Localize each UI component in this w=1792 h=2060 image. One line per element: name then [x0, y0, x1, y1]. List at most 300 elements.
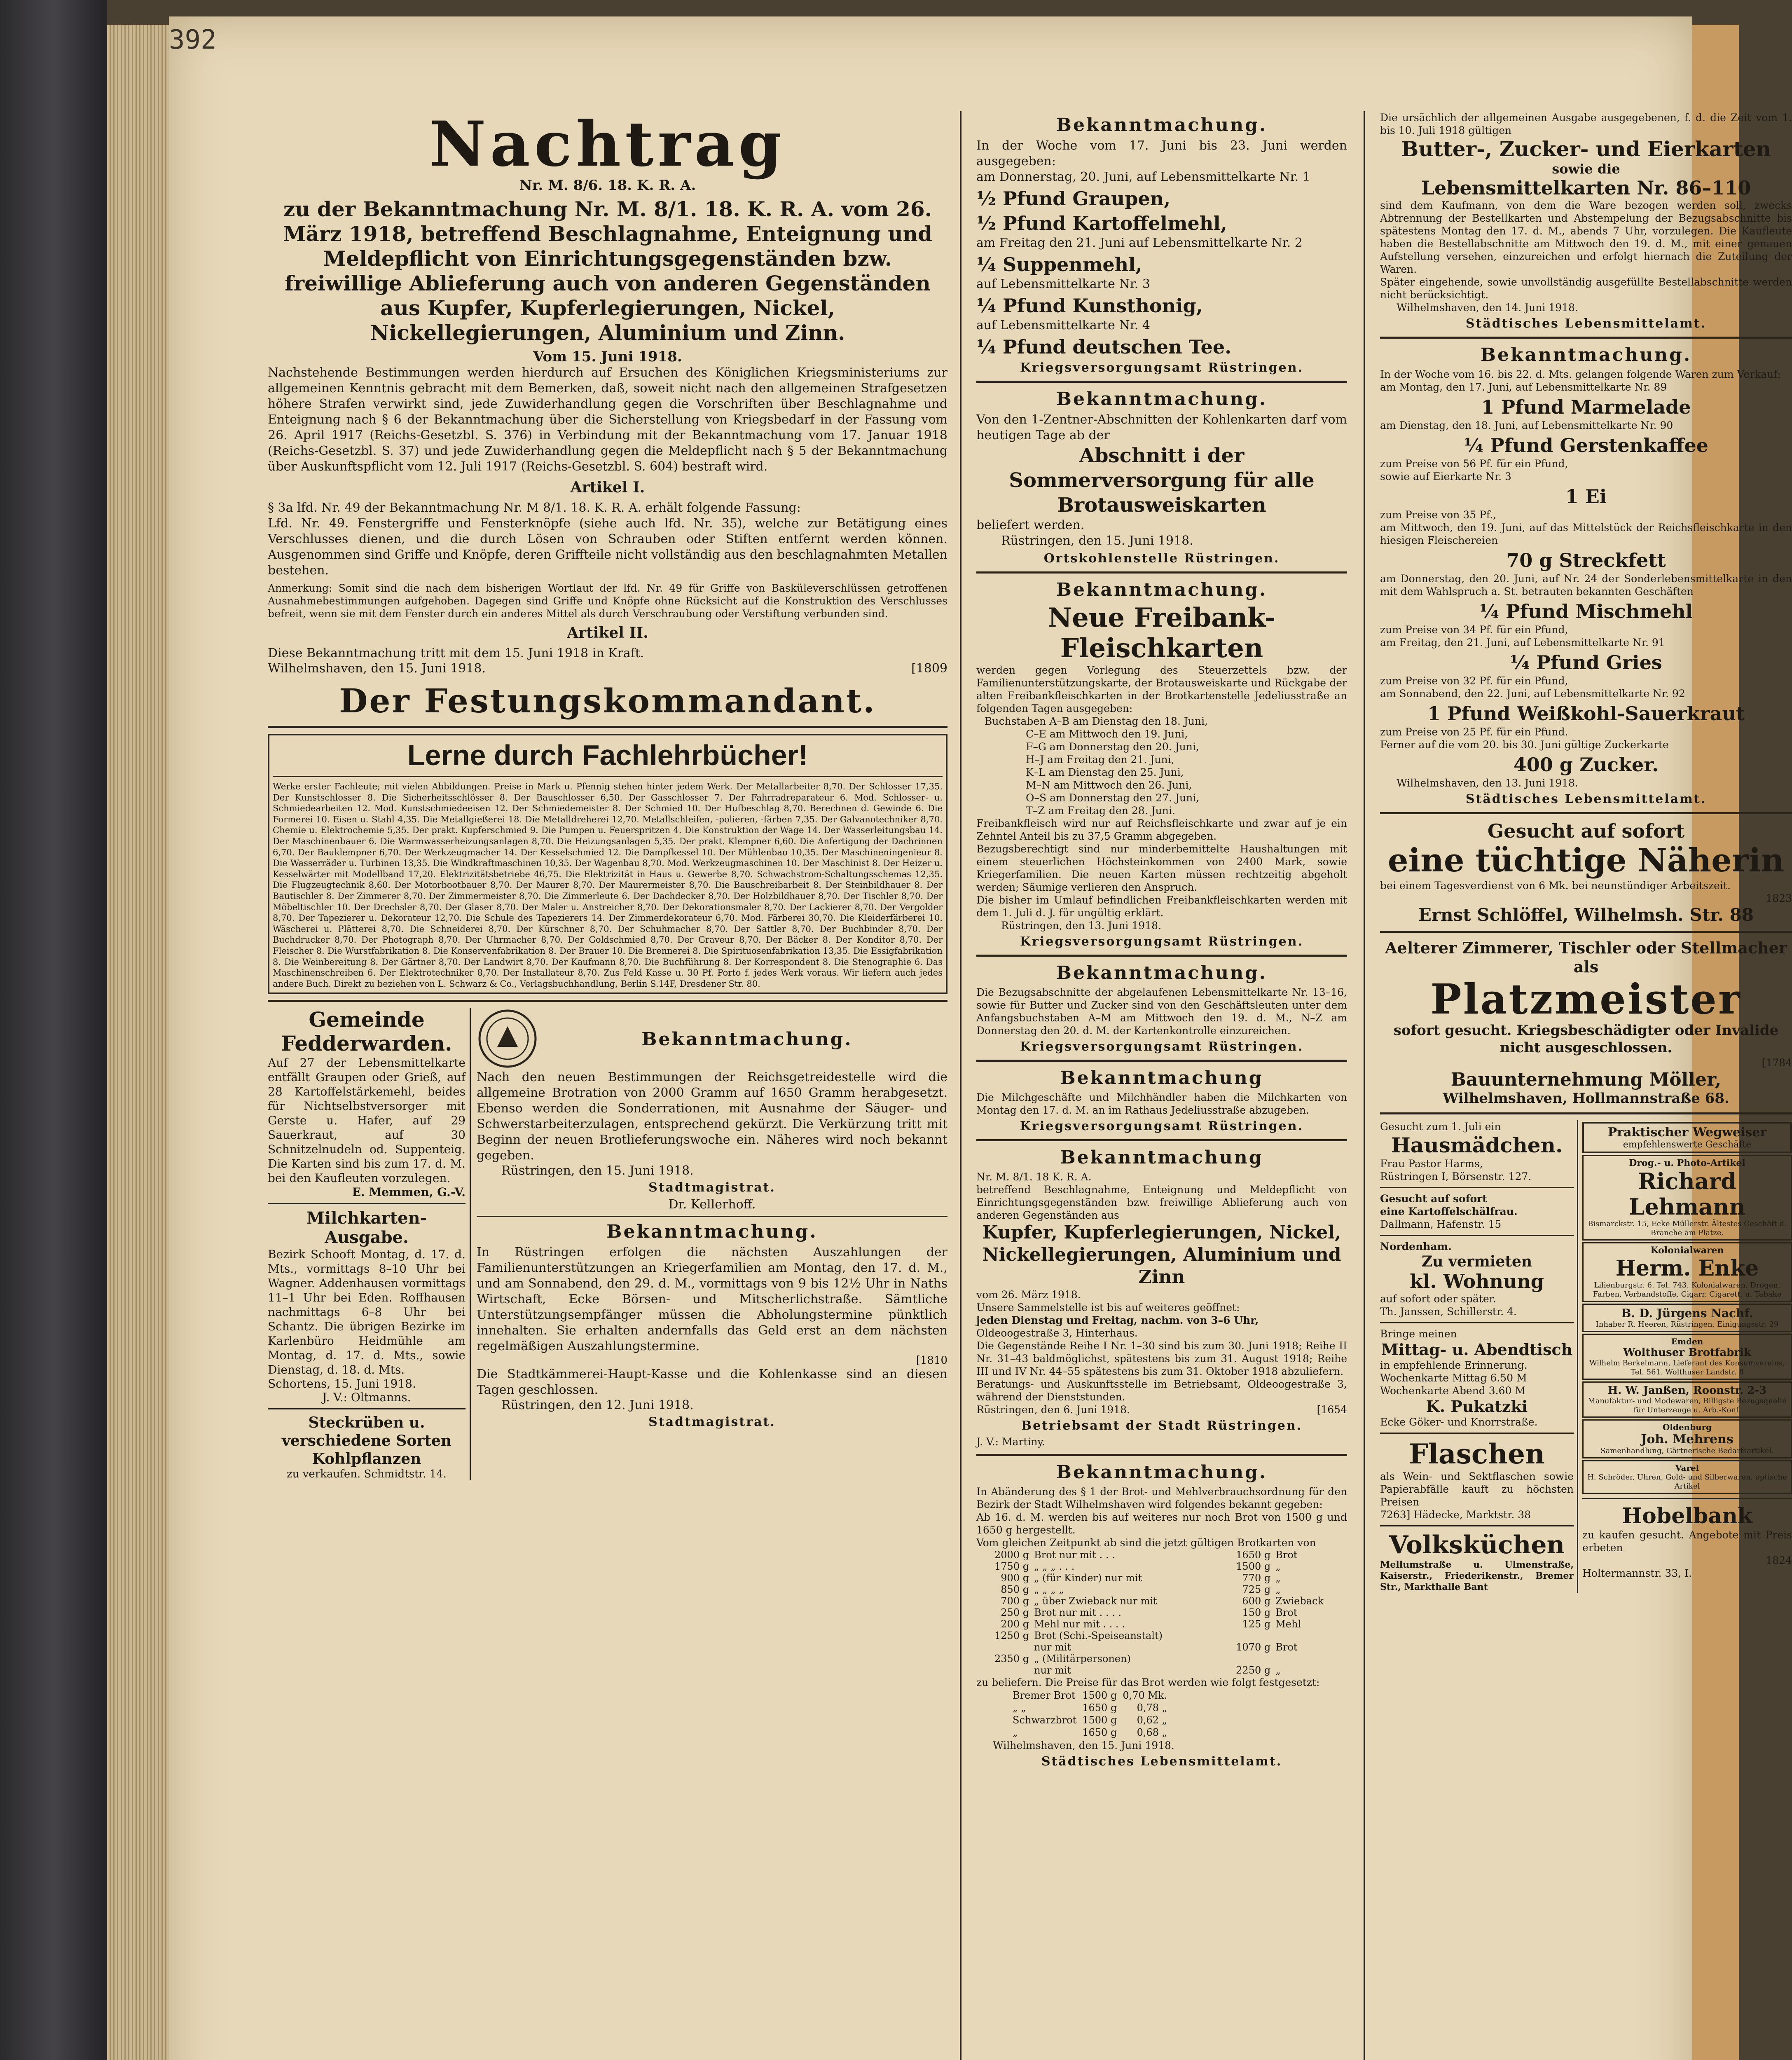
- table-cell: „ „ „ „: [1034, 1584, 1064, 1595]
- divider: [273, 776, 943, 777]
- notice-text: sind dem Kaufmann, von dem die Ware bezogen werden soll, zwecks Abtrennung der Bestellkarten und Abstempelung der Bezugsabschnitte bis spätestens Montag den 17. d. M., abends 7 Uhr, vorzulegen. Die Kaufleute haben die Bestellabschnitte am Mittwoch den 19. d. M., mit einer genauen Aufstellung versehen, einzureichen und erfolgt hiernach die Zuteilung der Waren.: [1380, 199, 1792, 275]
- table-row: [976, 1630, 1347, 1641]
- notice-text: Die Milchgeschäfte und Milchhändler haben die Milchkarten von Montag den 17. d. M. an im Rathaus Jedeliusstraße abzugeben.: [976, 1091, 1347, 1116]
- ration-item: ¼ Pfund Kunsthonig,: [976, 295, 1203, 317]
- notice-signature: Städtisches Lebensmittelamt.: [1465, 792, 1707, 806]
- bread-price-table: [1009, 1689, 1170, 1739]
- table-row: [1010, 1702, 1170, 1714]
- table-row: [976, 1607, 1347, 1618]
- ad-place: Varel: [1675, 1463, 1699, 1473]
- table-cell: 2350 g: [994, 1653, 1029, 1664]
- ad-headline: eine tüchtige Näherin: [1387, 842, 1785, 879]
- nachtrag-subject: zu der Bekanntmachung Nr. M. 8/1. 18. K. R. A. vom 26. März 1918, betreffend Beschlagnahme, Enteignung und Meldepflicht von Einrichtungsgegenständen bzw. freiwillige Ablieferung auch von anderen Gegenständen aus Kupfer, Kupferlegierungen, Nickel, Nickellegierungen, Aluminium und Zinn.: [283, 197, 932, 345]
- notice-text: Vom gleichen Zeitpunkt ab sind die jetzt gültigen Brotkarten von: [976, 1537, 1316, 1549]
- table-row: [976, 1572, 1347, 1584]
- table-cell: „: [1275, 1664, 1281, 1676]
- table-cell: 1500 g: [1082, 1690, 1117, 1701]
- ad-text: in empfehlende Erinnerung.: [1380, 1359, 1528, 1371]
- column-rule: [1364, 111, 1365, 2060]
- page-edges: [107, 25, 169, 2060]
- ad-firm: Joh. Mehrens: [1641, 1432, 1734, 1447]
- rue2-note: Die Stadtkämmerei-Haupt-Kasse und die Kohlenkasse sind an diesen Tagen geschlossen.: [477, 1367, 947, 1398]
- ad-number: [1810: [916, 1354, 947, 1367]
- notice-text: In Abänderung des § 1 der Brot- und Mehlverbrauchsordnung für den Bezirk der Stadt Wilhelmshaven wird folgendes bekannt gegeben:: [976, 1486, 1347, 1510]
- column-rule: [960, 111, 962, 2060]
- table-cell: [1218, 1630, 1273, 1641]
- notice-title: Bekanntmachung: [1060, 1147, 1263, 1168]
- table-cell: „: [1013, 1727, 1018, 1738]
- article-1-note: Anmerkung: Somit sind die nach dem bisherigen Wortlaut der lfd. Nr. 49 für Griffe von Basküleverschlüssen getroffenen Ausnahmebestimmungen aufgehoben. Dagegen sind Griffe und Knöpfe ohne Rücksicht auf die Konstruktion des Verschlusses befreit, wenn sie mit dem Fenster durch ein anderes Mittel als durch Verschraubung oder Verstiftung verbunden sind.: [268, 582, 947, 620]
- table-row: [976, 1549, 1347, 1561]
- ad-head: Bringe meinen: [1380, 1328, 1457, 1340]
- notice-text: beliefert werden.: [976, 518, 1085, 532]
- ration-item: ½ Pfund Kartoffelmehl,: [976, 212, 1227, 234]
- ad-text: H. Schröder, Uhren, Gold- und Silberwaren, optische Artikel: [1587, 1473, 1787, 1491]
- column-left: [268, 108, 947, 2060]
- notice-line: am Dienstag, den 18. Juni, auf Lebensmittelkarte Nr. 90: [1380, 419, 1673, 431]
- notice-date: Wilhelmshaven, den 13. Juni 1918.: [1397, 777, 1578, 789]
- ad-head: Kolonialwaren: [1650, 1245, 1724, 1256]
- ruestringen-notices: [477, 1008, 947, 1480]
- table-cell: „: [1275, 1584, 1281, 1595]
- notice-date: Rüstringen, den 15. Juni 1918.: [1001, 534, 1193, 548]
- divider: [1380, 1112, 1792, 1114]
- notice-signature: Kriegsversorgungsamt Rüstringen.: [1020, 934, 1304, 949]
- article-2-title: Artikel II.: [567, 624, 648, 641]
- rue2-signature: Stadtmagistrat.: [648, 1415, 776, 1430]
- divider: [1380, 337, 1792, 339]
- schedule-row: T–Z am Freitag den 28. Juni.: [1026, 805, 1175, 817]
- ad-head: Aelterer Zimmerer, Tischler oder Stellmacher als: [1385, 939, 1787, 976]
- ad-number: [1784: [1762, 1057, 1792, 1069]
- article-1-text: § 3a lfd. Nr. 49 der Bekanntmachung Nr. M 8/1. 18. K. R. A. erhält folgende Fassung:: [268, 501, 801, 515]
- ad-firm: Frau Pastor Harms,: [1380, 1158, 1483, 1170]
- ad-head: Drog.- u. Photo-Artikel: [1629, 1158, 1745, 1168]
- article-1-title: Artikel I.: [570, 479, 645, 496]
- table-cell: 1650 g: [1082, 1702, 1117, 1714]
- table-cell: 900 g: [1001, 1572, 1029, 1584]
- directory-subtitle: empfehlenswerte Geschäfte: [1623, 1140, 1752, 1150]
- nachtrag-place-date: Wilhelmshaven, den 15. Juni 1918.: [268, 661, 486, 676]
- notice-date: Rüstringen, den 13. Juni 1918.: [1001, 920, 1161, 932]
- table-cell: „ „: [1013, 1702, 1026, 1714]
- fedder-text: Auf 27 der Lebensmittelkarte entfällt Graupen oder Grieß, auf 28 Kartoffelstärkemehl, beides für Nichtselbstversorger mit Gerste u. Hafer, auf 29 Sauerkraut, auf 30 Schnitzelnudeln od. Suppenteig. Die Karten sind bis zum 17. d. M. bei den Kaufleuten vorzulegen.: [268, 1056, 466, 1185]
- notice-line: am Sonnabend, den 22. Juni, auf Lebensmittelkarte Nr. 92: [1380, 688, 1685, 700]
- notice-text: Die Bezugsabschnitte der abgelaufenen Lebensmittelkarte Nr. 13–16, sowie für Butter und Zucker sind von den Geschäftsleuten unter dem Anfangsbuchstaben A–M am Mittwoch den 19. d. M., N–Z am Donnerstag den 20. d. M. der Kartenkontrolle einzureichen.: [976, 986, 1347, 1037]
- notice-date: Wilhelmshaven, den 15. Juni 1918.: [993, 1739, 1174, 1751]
- ration-item: ¼ Pfund Mischmehl: [1479, 600, 1693, 623]
- table-row: [976, 1584, 1347, 1595]
- rue1-name: Dr. Kellerhoff.: [668, 1197, 756, 1212]
- notice-title: Bekanntmachung.: [1056, 389, 1268, 410]
- divider: [268, 1408, 466, 1409]
- ad-firm: 7263] Hädecke, Marktstr. 38: [1380, 1509, 1531, 1521]
- ad-text: Wochenkarte Mittag 6.50 M: [1380, 1372, 1527, 1384]
- address: Oldeoogestraße 3, Hinterhaus.: [976, 1327, 1138, 1339]
- divider: [268, 1203, 466, 1204]
- ad-head: Gesucht auf sofort: [1487, 820, 1685, 842]
- table-cell: 600 g: [1242, 1595, 1271, 1607]
- schedule-row: F–G am Donnerstag den 20. Juni,: [1026, 741, 1199, 753]
- notice-karten: [1380, 111, 1792, 331]
- notice-signature: Kriegsversorgungsamt Rüstringen.: [1020, 360, 1304, 375]
- notice-line: am Montag, den 17. Juni, auf Lebensmittelkarte Nr. 89: [1380, 381, 1667, 393]
- table-cell: „ (für Kinder) nur mit: [1034, 1572, 1142, 1584]
- notice-brot: [976, 1462, 1347, 1769]
- notice-milchkarten: [976, 1067, 1347, 1133]
- ad-address: Rüstringen I, Börsenstr. 127.: [1380, 1170, 1532, 1182]
- ration-item: ¼ Pfund deutschen Tee.: [976, 336, 1232, 358]
- table-cell: [1273, 1653, 1347, 1664]
- table-row: [976, 1618, 1347, 1630]
- rue1-signature: Stadtmagistrat.: [648, 1180, 776, 1195]
- notice-signature: Städtisches Lebensmittelamt.: [1041, 1754, 1282, 1769]
- ad-firm: K. Pukatzki: [1426, 1397, 1528, 1416]
- ad-headline: Mittag- u. Abendtisch: [1381, 1340, 1573, 1359]
- notice-text: Unsere Sammelstelle ist bis auf weiteres geöffnet:: [976, 1302, 1240, 1313]
- table-cell: „: [1275, 1572, 1281, 1584]
- ad-headline: Hausmädchen.: [1391, 1133, 1563, 1157]
- notice-text: Später eingehende, sowie unvollständig ausgefüllte Bestellabschnitte werden nicht berücksichtigt.: [1380, 276, 1792, 301]
- city-seal-icon: [477, 1008, 538, 1070]
- divider: [976, 571, 1347, 574]
- ad-place: Oldenburg: [1662, 1422, 1712, 1432]
- divider: [976, 381, 1347, 383]
- notice-title: Bekanntmachung.: [1056, 1462, 1268, 1483]
- ad-address: Holtermannstr. 33, I.: [1582, 1567, 1692, 1579]
- table-cell: Zwieback: [1275, 1595, 1324, 1607]
- table-cell: 0,70 Mk.: [1123, 1690, 1167, 1701]
- table-cell: 1250 g: [994, 1630, 1029, 1641]
- ad-headline: kl. Wohnung: [1410, 1270, 1544, 1292]
- milch-title: Milchkarten-Ausgabe.: [306, 1208, 427, 1248]
- ad-naeherin: [1380, 820, 1792, 925]
- small-ads: [1380, 1120, 1792, 1593]
- ad-place: Emden: [1671, 1337, 1703, 1346]
- table-cell: 150 g: [1242, 1607, 1271, 1618]
- table-cell: „ (Militärpersonen): [1034, 1653, 1131, 1664]
- ad-firm: H. W. Janßen, Roonstr. 2-3: [1607, 1384, 1767, 1397]
- table-cell: nur mit: [1034, 1664, 1071, 1676]
- table-cell: [976, 1641, 1032, 1653]
- notice-text: Freibankfleisch wird nur auf Reichsfleischkarte und zwar auf je ein Zehntel Anteil bis zu 37,5 Gramm abgegeben.: [976, 817, 1347, 842]
- table-cell: 1750 g: [994, 1561, 1029, 1572]
- notice-highlight: Lebensmittelkarten Nr. 86–110: [1421, 177, 1751, 199]
- ration-item: ¼ Pfund Gerstenkaffee: [1463, 434, 1709, 456]
- fedderwarden-notices: [268, 1008, 471, 1480]
- ad-head: Gesucht auf sofort: [1380, 1193, 1487, 1205]
- article-2-text: Diese Bekanntmachung tritt mit dem 15. Juni 1918 in Kraft.: [268, 646, 644, 660]
- milch-date: Schortens, 15. Juni 1918.: [268, 1377, 416, 1391]
- divider: [1582, 1498, 1792, 1499]
- ad-text: bei einem Tagesverdienst von 6 Mk. bei neunstündiger Arbeitszeit.: [1380, 880, 1731, 892]
- notice-line: am Freitag, den 21. Juni, auf Lebensmittelkarte Nr. 91: [1380, 637, 1665, 648]
- ration-item: ½ Pfund Graupen,: [976, 187, 1171, 210]
- notice-date: Rüstringen, den 6. Juni 1918.: [976, 1404, 1130, 1416]
- table-row: [976, 1641, 1347, 1653]
- fedder-title: Gemeinde Fedderwarden.: [281, 1007, 452, 1056]
- notice-signature: Ortskohlenstelle Rüstringen.: [1043, 551, 1280, 566]
- ad-firm: Ernst Schlöffel, Wilhelmsh. Str. 88: [1418, 905, 1754, 925]
- divider: [1380, 1235, 1574, 1236]
- notice-highlight: Neue Freibank-Fleischkarten: [1048, 602, 1276, 664]
- ration-item: 70 g Streckfett: [1506, 549, 1666, 571]
- price-line: zum Preise von 35 Pf.,: [1380, 509, 1497, 521]
- divider: [268, 1000, 947, 1002]
- ad-address: Ecke Göker- und Knorrstraße.: [1380, 1416, 1538, 1428]
- directory-title: Praktischer Wegweiser: [1607, 1125, 1767, 1140]
- notice-ref: Nr. M. 8/1. 18 K. R. A.: [976, 1171, 1092, 1183]
- fach-body: Werke erster Fachleute; mit vielen Abbildungen. Preise in Mark u. Pfennig stehen hinter jedem Werk. Der Metallarbeiter 8,70. Der Schlosser 17,35. Der Kunstschlosser 8. Die Sicherheitsschlösser 8. Der Bauschlosser 6,50. Der Gasschlosser 7. Der Fahrradreparateur 6. Mod. Schlosser- u. Schmiedearbeiten 12. Mod. Kunstschmiedeeisen 12. Der Schmiedemeister 8. Der Schmied 10. Der Hufbeschlag 8,70. Berechnen d. Gewinde 6. Die Formerei 10. Eisen u. Stahl 4,35. Die Metallgießerei 18. Die Metalldreherei 12,70. Metallschleifen, -polieren, -färben 7,35. Der Galvanotechniker 8,70. Chemie u. Elektrochemie 5,35. Der prakt. Kupferschmied 9. Die Pumpen u. Feuerspritzen 4. Die Konstruktion der Wage 14. Der Wasserleitungsbau 14. Der Maschinenbauer 6. Die Warmwasserheizungsanlagen 8,70. Die Heizungsanlagen 5,35. Der prakt. Klempner 6,60. Die Anfertigung der Dachrinnen 6,70. Der Bauklempner 6,70. Der Werkzeugmacher 14. Der Kesselschmied 12. Die Dampfkessel 10. Der Mühlenbau 10,35. Der Maschineningenieur 8. Die Wasserräder u. Turbinen 13,35. Die Windkraftmaschinen 10,35. Der Wagenbau 8,70. Mod. Werkzeugmaschinen 10. Der Maschinist 8. Der Heizer u. Kesselwärter mit Modellband 17,20. Elektrizitätsbetriebe 46,75. Die Elektrizität in Haus u. Gewerbe 8,70. Schwachstrom-Schaltungsschemas 12,35. Die Flugzeugtechnik 8,60. Der Motorbootbauer 8,70. Der Maurer 8,70. Der Maurermeister 8,70. Die Bauschreibarbeit 8. Der Steinbildhauer 8. Der Bautischler 8. Der Zimmerer 8,70. Der Zimmermeister 8,70. Die Zimmerleute 6. Der Dachdecker 8,70. Der Holzbildhauer 8,70. Der Tischler 8,70. Der Möbeltischler 10. Der Drechsler 8,70. Der Glaser 8,70. Der Maler u. Anstreicher 8,70. Der Dekorationsmaler 8,70. Der Lackierer 8,70. Der Vergolder 8,70. Der Tapezierer u. Dekorateur 12,70. Die Schule des Tapezierers 14. Der Zimmerdekorateur 6,70. Mod. Färberei 30,70. Die Kleiderfärberei 10. Wäscherei u. Plätterei 8,70. Die Schneiderei 8,70. Der Kürschner 8,70. Der Schuhmacher 8,70. Der Sattler 8,70. Der Buchbinder 8,70. Der Buchdrucker 8,70. Der Photograph 8,70. Der Uhrmacher 8,70. Der Goldschmied 8,70. Der Graveur 8,70. Der Bäcker 8. Der Konditor 8,70. Der Fleischer 8. Die Wurstfabrikation 8. Die Konservenfabrikation 8. Der Brauer 10. Die Brennerei 8. Die Spirituosenfabrikation 13,35. Die Essigfabrikation 8. Die Weinbereitung 8. Der Gärtner 8,70. Der Landwirt 8,70. Der Kaufmann 8,70. Die Buchführung 8. Der Korrespondent 8. Die Stenographie 6. Das Maschinenschreiben 6. Der Elektrotechniker 8,70. Der Installateur 8,70. Zus Feld Kasse u. 30 Pf. Porto f. jedes Werk voraus. Wir liefern auch jedes andere Buch. Direkt zu beziehen von L. Schwarz & Co., Verlagsbuchhandlung, Berlin S.14F, Dresdener Str. 80.: [273, 782, 943, 989]
- table-row: [976, 1561, 1347, 1572]
- rue1-title: Bekanntmachung.: [641, 1028, 853, 1050]
- ad-number: 1823: [1766, 892, 1792, 904]
- ad-text: Lilienburgstr. 6. Tel. 743. Kolonialwaren, Drogen, Farben, Verbandstoffe, Cigarr. Cigarett. u. Tabake: [1593, 1281, 1782, 1299]
- ad-address: Wilhelmshaven, Hollmannstraße 68.: [1443, 1090, 1729, 1107]
- notice-text: Beratungs- und Auskunftsstelle im Betriebsamt, Oldeoogestraße 3, während der Dienststunden.: [976, 1378, 1347, 1403]
- ad-text: Wochenkarte Abend 3.60 M: [1380, 1385, 1525, 1397]
- table-cell: 0,78 „: [1137, 1702, 1167, 1714]
- ad-text: als Wein- und Sektflaschen sowie Papierabfälle kauft zu höchsten Preisen: [1380, 1470, 1574, 1508]
- ration-item: 1 Pfund Marmelade: [1481, 396, 1691, 418]
- ad-number: [1654: [1317, 1404, 1347, 1416]
- table-cell: Brot (Schi.-Speiseanstalt): [1034, 1630, 1163, 1641]
- table-cell: 1650 g: [1082, 1727, 1117, 1738]
- ad-platzmeister: [1380, 939, 1792, 1107]
- notice-intro: In der Woche vom 16. bis 22. d. Mts. gelangen folgende Waren zum Verkauf:: [1380, 368, 1781, 380]
- table-cell: 2000 g: [994, 1549, 1029, 1561]
- table-cell: Mehl: [1275, 1618, 1301, 1630]
- fach-headline: Lerne durch Fachlehrbücher!: [407, 739, 808, 771]
- notice-text: Ab 16. d. M. werden bis auf weiteres nur noch Brot von 1500 g und 1650 g hergestellt.: [976, 1511, 1347, 1536]
- notice-signature: Kriegsversorgungsamt Rüstringen.: [1020, 1039, 1304, 1054]
- rue2-text: In Rüstringen erfolgen die nächsten Auszahlungen der Familienunterstützungen an Kriegerfamilien am Montag, den 17. d. M., und am Sonnabend, den 29. d. M., vormittags von 9 bis 12½ Uhr in Naths Wirtschaft, Ecke Börsen- und Mitscherlichstraße. Sämtliche Unterstützungsempfänger müssen die Abholungstermine pünktlich innehalten. Sie erhalten andernfalls das Geld erst an dem nächsten regelmäßigen Auszahlungstermine.: [477, 1245, 947, 1354]
- nachtrag-title: Nachtrag: [429, 108, 786, 180]
- opening-hours: jeden Dienstag und Freitag, nachm. von 3–6 Uhr,: [976, 1314, 1259, 1326]
- fachlehrbuecher-ad: [268, 734, 947, 994]
- notice-title: Bekanntmachung.: [1056, 115, 1268, 136]
- nachtrag-notice: [268, 108, 947, 720]
- ration-item: ¼ Pfund Gries: [1510, 651, 1662, 674]
- ad-text: Samenhandlung, Gärtnerische Bedarfsartikel.: [1600, 1447, 1774, 1455]
- ration-item: ¼ Suppenmehl,: [976, 253, 1142, 276]
- table-cell: [976, 1664, 1032, 1676]
- price-line: zum Preise von 56 Pf. für ein Pfund,: [1380, 458, 1568, 470]
- notice-kriegsversorgung-1: [976, 115, 1347, 375]
- ad-headline: Hobelbank: [1622, 1503, 1752, 1529]
- table-row: [1010, 1727, 1170, 1738]
- page-number: 392: [169, 25, 217, 55]
- divider: [1380, 812, 1792, 814]
- divider: [268, 726, 947, 728]
- ration-item: 1 Pfund Weißkohl-Sauerkraut: [1427, 702, 1745, 725]
- notice-date: Wilhelmshaven, den 14. Juni 1918.: [1397, 302, 1578, 314]
- bread-ration-table: [976, 1549, 1347, 1676]
- ration-item: 1 Ei: [1565, 485, 1607, 508]
- table-cell: 1070 g: [1236, 1641, 1271, 1653]
- ad-firm: Wolthuser Brotfabrik: [1623, 1346, 1751, 1359]
- table-cell: 725 g: [1242, 1584, 1271, 1595]
- schedule-list: [985, 715, 1347, 817]
- book-binding: [0, 0, 107, 2060]
- ad-headline: Platzmeister: [1430, 975, 1742, 1023]
- table-cell: „: [1275, 1561, 1281, 1572]
- table-cell: 200 g: [1001, 1618, 1029, 1630]
- table-cell: 1650 g: [1236, 1549, 1271, 1561]
- notice-line: Ferner auf die vom 20. bis 30. Juni gültige Zuckerkarte: [1380, 739, 1669, 751]
- notice-text: sowie die: [1552, 161, 1620, 177]
- price-line: zum Preise von 32 Pf. für ein Pfund,: [1380, 675, 1568, 687]
- divider: [976, 1060, 1347, 1062]
- ad-text: sofort gesucht. Kriegsbeschädigter oder Invalide nicht ausgeschlossen.: [1393, 1022, 1779, 1056]
- divider: [976, 1139, 1347, 1141]
- ad-text: Wilhelm Berkelmann, Lieferant des Konsumvereins, Tel. 561. Wolthuser Landstr. 8: [1589, 1359, 1785, 1376]
- notice-title: Bekanntmachung.: [1056, 579, 1268, 600]
- ad-head: Gesucht zum 1. Juli ein: [1380, 1121, 1501, 1133]
- nachtrag-intro: Nachstehende Bestimmungen werden hierdurch auf Ersuchen des Königlichen Kriegsministeriums zur allgemeinen Kenntnis gebracht mit dem Bemerken, daß, soweit nicht nach den allgemeinen Strafgesetzen höhere Strafen verwirkt sind, jede Zuwiderhandlung gegen die Vorschriften über Beschlagnahme und Enteignung nach § 6 der Bekanntmachung über die Sicherstellung von Kriegsbedarf in der Fassung vom 26. April 1917 (Reichs-Gesetzbl. S. 376) in Verbindung mit der Bekanntmachung vom 17. Januar 1918 (Reichs-Gesetzbl. S. 37) und jede Zuwiderhandlung gegen die Meldepflicht nach § 5 der Bekanntmachung über Auskunftspflicht vom 12. Juli 1917 (Reichs-Gesetzbl. S. 604) bestraft wird.: [268, 365, 947, 474]
- wegweiser-directory: [1582, 1120, 1792, 1593]
- schedule-row: Buchstaben A–B am Dienstag den 18. Juni,: [985, 715, 1208, 727]
- table-cell: Brot: [1275, 1641, 1298, 1653]
- ad-firm: B. D. Jürgens Nachf.: [1621, 1306, 1753, 1320]
- ad-firm: Richard Lehmann: [1629, 1168, 1745, 1220]
- rue1-date: Rüstringen, den 15. Juni 1918.: [501, 1163, 694, 1178]
- steck-title: Steckrüben u. verschiedene Sorten Kohlpflanzen: [281, 1414, 452, 1468]
- article-1-item: Lfd. Nr. 49. Fenstergriffe und Fensterknöpfe (siehe auch lfd. Nr. 35), welche zur Betätigung eines Verschlusses dienen, und die durch Lösen von Schrauben oder Stiften entfernt werden können. Ausgenommen sind Griffe und Knöpfe, deren Griffteile nicht vollständig aus den beschlagnahmten Metallen bestehen.: [268, 516, 947, 578]
- notice-text: betreffend Beschlagnahme, Enteignung und Meldepflicht von Einrichtungsgegenständen bzw. freiwillige Ablieferung auch von anderen Gegenständen aus: [976, 1184, 1347, 1221]
- divider: [477, 1216, 947, 1217]
- ad-number: 1824: [1766, 1554, 1792, 1566]
- notice-highlight: Abschnitt i der Sommerversorgung für alle Brotausweiskarten: [1009, 444, 1315, 517]
- notice-intro: In der Woche vom 17. Juni bis 23. Juni werden ausgegeben:: [976, 138, 1347, 169]
- schedule-row: H–J am Freitag den 21. Juni,: [1026, 754, 1174, 765]
- ad-text: zu kaufen gesucht. Angebote mit Preis erbeten: [1582, 1529, 1792, 1554]
- notice-text: Die bisher im Umlauf befindlichen Freibankfleischkarten werden mit dem 1. Juli d. J. für ungültig erklärt.: [976, 894, 1347, 919]
- notice-kohlen: [976, 389, 1347, 566]
- column-middle: [976, 111, 1347, 2060]
- price-line: zum Preise von 34 Pf. für ein Pfund,: [1380, 624, 1568, 636]
- notice-text: Von den 1-Zentner-Abschnitten der Kohlenkarten darf vom heutigen Tage ab der: [976, 412, 1347, 442]
- divider: [1380, 1187, 1574, 1188]
- table-row: [976, 1653, 1347, 1664]
- small-ads-left: [1380, 1120, 1578, 1593]
- notice-name: J. V.: Martiny.: [976, 1436, 1046, 1448]
- table-cell: [1218, 1653, 1273, 1664]
- table-cell: „ über Zwieback nur mit: [1034, 1595, 1157, 1607]
- ad-headline: Volksküchen: [1389, 1531, 1565, 1559]
- table-cell: 850 g: [1001, 1584, 1029, 1595]
- milch-sign: J. V.: Oltmanns.: [322, 1390, 411, 1405]
- notice-line: am Donnerstag, 20. Juni, auf Lebensmittelkarte Nr. 1: [976, 170, 1310, 184]
- ad-head: Zu vermieten: [1421, 1253, 1532, 1270]
- notice-text: zu beliefern. Die Preise für das Brot werden wie folgt festgesetzt:: [976, 1676, 1320, 1688]
- schedule-row: O–S am Donnerstag den 27. Juni,: [1026, 792, 1200, 804]
- table-cell: Bremer Brot: [1013, 1690, 1076, 1701]
- notice-line: am Freitag den 21. Juni auf Lebensmittelkarte Nr. 2: [976, 236, 1303, 250]
- ad-text: auf sofort oder später.: [1380, 1293, 1496, 1305]
- rue1-text: Nach den neuen Bestimmungen der Reichsgetreidestelle wird die allgemeine Brotration von 2000 Gramm auf 1650 Gramm herabgesetzt. Ebenso werden die Sonderrationen, mit Ausnahme der Säuger- und Schwerstarbeiterzulagen, entsprechend gekürzt. Die Verkürzung tritt mit Beginn der neuen Brotlieferungswoche ein. Näheres wird noch bekannt gegeben.: [477, 1070, 947, 1163]
- rue2-date: Rüstringen, den 12. Juni 1918.: [501, 1398, 694, 1413]
- schedule-row: K–L am Dienstag den 25. Juni,: [1026, 766, 1184, 778]
- notice-highlight: Butter-, Zucker- und Eierkarten: [1401, 137, 1771, 161]
- notice-text: Die ursächlich der allgemeinen Ausgabe ausgegebenen, f. d. die Zeit vom 1. bis 10. Juli 1918 gültigen: [1380, 112, 1792, 136]
- notice-title: Bekanntmachung: [1060, 1067, 1263, 1089]
- table-row: [976, 1664, 1347, 1676]
- ration-item: 400 g Zucker.: [1513, 754, 1659, 776]
- notice-freibank: [976, 579, 1347, 949]
- table-cell: 1500 g: [1082, 1714, 1117, 1726]
- nachtrag-date: Vom 15. Juni 1918.: [533, 349, 682, 365]
- ad-text: Manufaktur- und Modewaren, Billigste Bezugsquelle für Unterzeuge u. Arb.-Konf.: [1588, 1397, 1787, 1414]
- divider: [1380, 1322, 1574, 1323]
- ad-headline: Flaschen: [1409, 1438, 1545, 1470]
- table-row: [1010, 1690, 1170, 1701]
- ad-number: [1809: [911, 661, 947, 676]
- column-right: [1380, 111, 1792, 2060]
- notice-signature: Kriegsversorgungsamt Rüstringen.: [1020, 1119, 1304, 1133]
- newspaper-page: [169, 16, 1792, 2060]
- ad-text: eine Kartoffelschälfrau.: [1380, 1206, 1518, 1217]
- notice-title: Bekanntmachung.: [1480, 344, 1692, 365]
- notice-text: werden gegen Vorlegung des Steuerzettels bzw. der Familienunterstützungskarte, der Brotausweiskarte und Rückgabe der alten Freibankfleischkarten in der Brotkartenstelle Jedeliusstraße an folgenden Tagen ausgegeben:: [976, 664, 1347, 714]
- table-cell: 0,68 „: [1137, 1727, 1167, 1738]
- ad-firm: Dallmann, Hafenstr. 15: [1380, 1218, 1502, 1230]
- table-cell: 2250 g: [1236, 1664, 1271, 1676]
- notice-line: am Mittwoch, den 19. Juni, auf das Mittelstück der Reichsfleischkarte in den hiesigen Fleischereien: [1380, 522, 1792, 546]
- table-cell: Brot: [1275, 1549, 1298, 1561]
- table-cell: nur mit: [1034, 1641, 1071, 1653]
- table-cell: Brot nur mit . . . .: [1034, 1607, 1122, 1618]
- rue2-title: Bekanntmachung.: [606, 1221, 818, 1243]
- schedule-row: C–E am Mittwoch den 19. Juni,: [1026, 728, 1188, 740]
- table-cell: 1500 g: [1236, 1561, 1271, 1572]
- notice-signature: Städtisches Lebensmittelamt.: [1465, 316, 1707, 331]
- table-cell: 700 g: [1001, 1595, 1029, 1607]
- divider: [976, 1454, 1347, 1456]
- ad-text: Inhaber R. Heeren, Rüstringen, Einigungsstr. 29: [1595, 1320, 1779, 1329]
- table-cell: Mehl nur mit . . . .: [1034, 1618, 1125, 1630]
- notice-lebensmittel: [1380, 344, 1792, 806]
- ad-firm: Herm. Enke: [1615, 1256, 1759, 1281]
- table-cell: [1273, 1630, 1347, 1641]
- table-cell: Schwarzbrot: [1013, 1714, 1077, 1726]
- table-cell: 770 g: [1242, 1572, 1271, 1584]
- table-cell: 125 g: [1242, 1618, 1271, 1630]
- notice-title: Bekanntmachung.: [1056, 962, 1268, 983]
- table-row: [1010, 1714, 1170, 1726]
- notice-text: vom 26. März 1918.: [976, 1289, 1081, 1301]
- notice-line: sowie auf Eierkarte Nr. 3: [1380, 471, 1511, 482]
- table-cell: 0,62 „: [1137, 1714, 1167, 1726]
- fedder-sign: E. Memmen, G.-V.: [352, 1185, 466, 1199]
- table-cell: 250 g: [1001, 1607, 1029, 1618]
- notice-text: Bezugsberechtigt sind nur minderbemittelte Haushaltungen mit einem steuerlichen Höchsteinkommen von 2400 Mark, sowie Kriegerfamilien. Die neuen Karten müssen rechtzeitig abgeholt werden; Säumige verlieren den Anspruch.: [976, 843, 1347, 893]
- notice-signature: Betriebsamt der Stadt Rüstringen.: [1021, 1419, 1303, 1433]
- notice-line: am Donnerstag, den 20. Juni, auf Nr. 24 der Sonderlebensmittelkarte in den mit dem Wahlspruch a. St. betrauten bekannten Geschäften: [1380, 573, 1792, 597]
- table-cell: Brot nur mit . . .: [1034, 1549, 1115, 1561]
- notice-bezugsabschnitte: [976, 962, 1347, 1054]
- steck-text: zu verkaufen. Schmidtstr. 14.: [287, 1468, 447, 1481]
- table-row: [976, 1595, 1347, 1607]
- price-line: zum Preise von 25 Pf. für ein Pfund.: [1380, 726, 1568, 738]
- divider: [1380, 1433, 1574, 1434]
- ad-address: Bismarckstr. 15, Ecke Müllerstr. Ältestes Geschäft d. Branche am Platze.: [1588, 1220, 1787, 1237]
- notice-kupfer: [976, 1147, 1347, 1448]
- nachtrag-signature: Der Festungskommandant.: [339, 681, 876, 720]
- ad-text: Mellumstraße u. Ulmenstraße, Kaiserstr., Friederikenstr., Bremer Str., Markthalle Bant: [1380, 1559, 1574, 1592]
- notice-line: auf Lebensmittelkarte Nr. 4: [976, 318, 1150, 332]
- ad-place: Nordenham.: [1380, 1241, 1452, 1252]
